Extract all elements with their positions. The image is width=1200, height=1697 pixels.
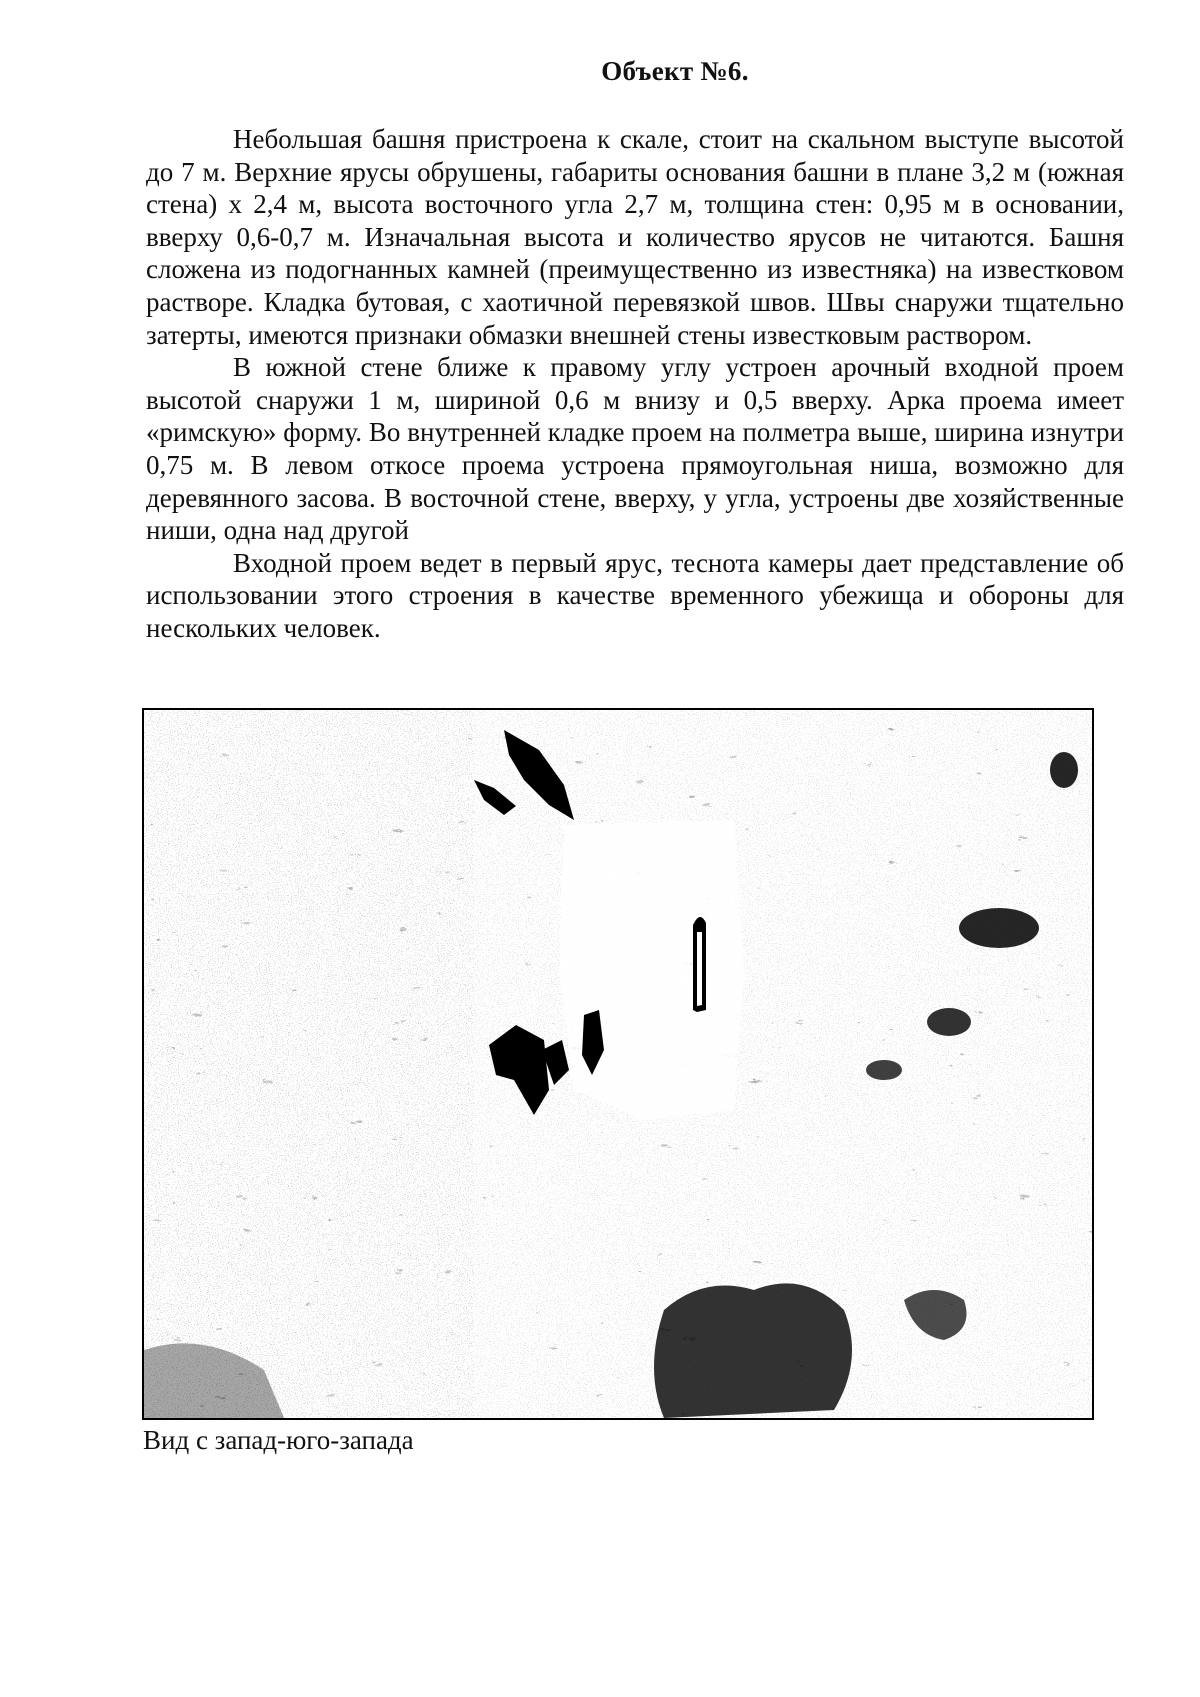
document-title: Объект №6. [601,56,749,86]
paragraph-2: В южной стене ближе к правому углу устроен арочный входной проем высотой снаружи 1 м, шириной 0,6 м внизу и 0,5 вверху. Арка проема имеет «римскую» форму. Во внутренней кладке проем на полметра выше, ширина изнутри 0,75 м. В левом откосе проема устроена прямоугольная ниша, возможно для деревянного засова. В восточной стене, вверху, у угла, устроены две хозяйственные ниши, одна над другой [146,352,1124,546]
photo-caption: Вид с запад-юго-запада [143,1425,414,1455]
paragraph-3: Входной проем ведет в первый ярус, теснота камеры дает представление об использовании этого строения в качестве временного убежища и обороны для нескольких человек. [146,547,1124,643]
tower-photo [142,708,1094,1420]
document-body [146,123,1124,645]
paragraph-1: Небольшая башня пристроена к скале, стоит на скальном выступе высотой до 7 м. Верхние ярусы обрушены, габариты основания башни в плане 3,2 м (южная стена) х 2,4 м, высота восточного угла 2,7 м, толщина стен: 0,95 м в основании, вверху 0,6-0,7 м. Изначальная высота и количество ярусов не читаются. Башня сложена из подогнанных камней (преимущественно из известняка) на известковом растворе. Кладка бутовая, с хаотичной перевязкой швов. Швы снаружи тщательно затерты, имеются признаки обмазки внешней стены известковым раствором. [146,124,1124,350]
tower-photo-image [144,710,1092,1418]
